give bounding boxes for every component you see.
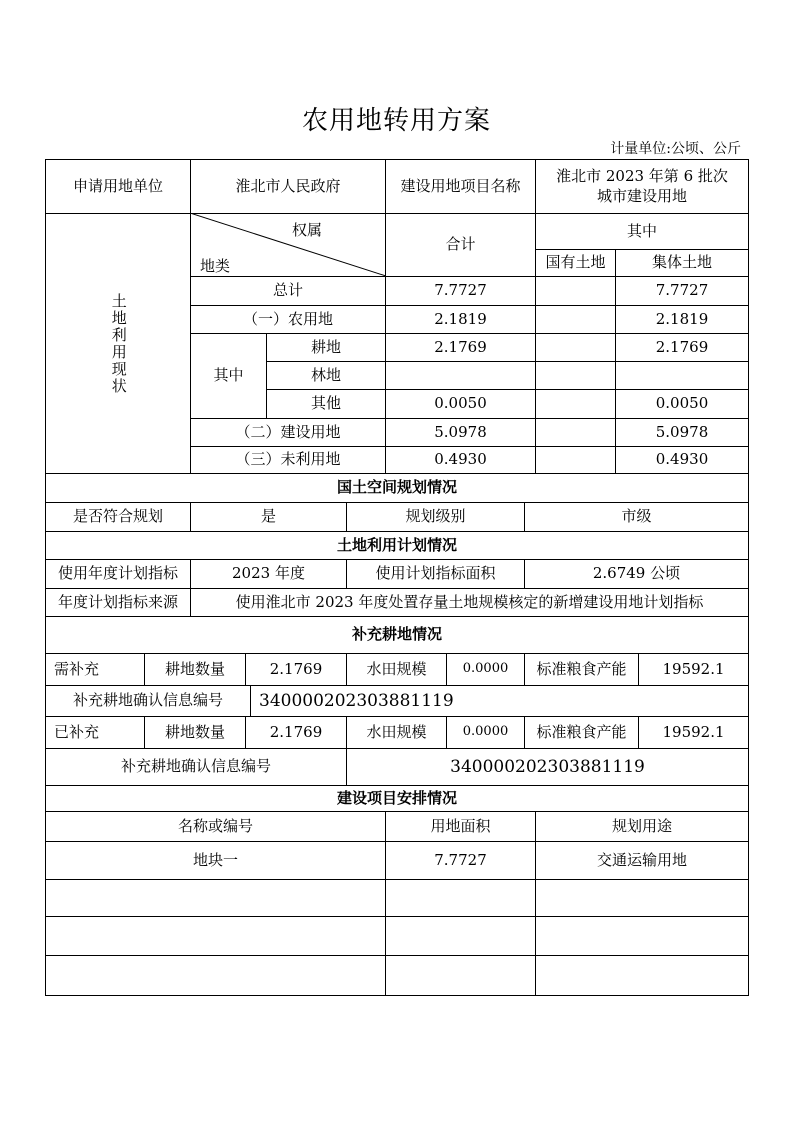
- need-grain-label: 标准粮食产能: [524, 653, 639, 686]
- need-paddy-label: 水田规模: [346, 653, 447, 686]
- project-name-line2: 城市建设用地: [596, 186, 687, 205]
- row-other-state: [535, 389, 616, 419]
- done-grain-value: 19592.1: [638, 716, 749, 749]
- land-plan-section-title: 土地利用计划情况: [45, 531, 749, 560]
- row-arable-collective: 2.1769: [615, 333, 749, 362]
- project-row-2-use: [535, 879, 749, 917]
- project-row-4-use: [535, 955, 749, 996]
- col-among-header: 其中: [535, 213, 749, 250]
- row-construction-sum: 5.0978: [385, 418, 536, 447]
- need-confirm-value: 340000202303881119: [250, 685, 749, 717]
- need-grain-value: 19592.1: [638, 653, 749, 686]
- project-row-4-name: [45, 955, 386, 996]
- year-plan-value: 2023 年度: [190, 559, 347, 589]
- col-ownership-label: 权属: [292, 221, 323, 239]
- land-status-side-label: 土地利用现状: [45, 213, 191, 474]
- need-arable-value: 2.1769: [245, 653, 347, 686]
- project-row-2-name: [45, 879, 386, 917]
- project-row-4-area: [385, 955, 536, 996]
- applicant-label: 申请用地单位: [45, 159, 191, 214]
- year-plan-label: 使用年度计划指标: [45, 559, 191, 589]
- project-name-label: 建设用地项目名称: [385, 159, 536, 214]
- supplement-section-title: 补充耕地情况: [45, 616, 749, 654]
- col-total-header: 合计: [385, 213, 536, 277]
- row-construction-state: [535, 418, 616, 447]
- row-total-sum: 7.7727: [385, 276, 536, 306]
- row-forest-sum: [385, 361, 536, 390]
- project-row-3-area: [385, 916, 536, 956]
- row-agri-collective: 2.1819: [615, 305, 749, 334]
- row-agri-state: [535, 305, 616, 334]
- plan-source-value: 使用淮北市 2023 年度处置存量土地规模核定的新增建设用地计划指标: [190, 588, 749, 617]
- row-other-collective: 0.0050: [615, 389, 749, 419]
- projects-section-title: 建设项目安排情况: [45, 785, 749, 812]
- col-collective-header: 集体土地: [615, 249, 749, 277]
- page-title: 农用地转用方案: [301, 106, 491, 136]
- row-arable-label: 耕地: [266, 333, 386, 362]
- done-supplement-label: 已补充: [45, 716, 145, 749]
- done-paddy-label: 水田规模: [346, 716, 447, 749]
- row-construction-collective: 5.0978: [615, 418, 749, 447]
- col-project-use: 规划用途: [535, 811, 749, 842]
- row-forest-label: 林地: [266, 361, 386, 390]
- row-construction-label: （二）建设用地: [190, 418, 386, 447]
- row-forest-collective: [615, 361, 749, 390]
- done-confirm-label: 补充耕地确认信息编号: [45, 748, 347, 786]
- done-arable-value: 2.1769: [245, 716, 347, 749]
- row-forest-state: [535, 361, 616, 390]
- row-other-label: 其他: [266, 389, 386, 419]
- need-supplement-label: 需补充: [45, 653, 145, 686]
- plan-area-value: 2.6749 公顷: [524, 559, 749, 589]
- done-arable-label: 耕地数量: [144, 716, 246, 749]
- plan-level-value: 市级: [524, 502, 749, 532]
- row-agri-sum: 2.1819: [385, 305, 536, 334]
- need-paddy-value: 0.0000: [446, 653, 525, 686]
- project-name-line1: 淮北市 2023 年第 6 批次: [556, 167, 728, 185]
- project-row-3-name: [45, 916, 386, 956]
- done-grain-label: 标准粮食产能: [524, 716, 639, 749]
- col-project-area: 用地面积: [385, 811, 536, 842]
- row-total-state: [535, 276, 616, 306]
- need-confirm-label: 补充耕地确认信息编号: [45, 685, 251, 717]
- col-project-name: 名称或编号: [45, 811, 386, 842]
- planning-section-title: 国土空间规划情况: [45, 473, 749, 503]
- plan-area-label: 使用计划指标面积: [346, 559, 525, 589]
- need-arable-label: 耕地数量: [144, 653, 246, 686]
- row-total-collective: 7.7727: [615, 276, 749, 306]
- row-arable-sum: 2.1769: [385, 333, 536, 362]
- row-unused-state: [535, 446, 616, 474]
- row-other-sum: 0.0050: [385, 389, 536, 419]
- row-unused-collective: 0.4930: [615, 446, 749, 474]
- project-row-3-use: [535, 916, 749, 956]
- project-name-value: [535, 159, 749, 214]
- done-confirm-value: 340000202303881119: [346, 748, 749, 786]
- row-arable-state: [535, 333, 616, 362]
- done-paddy-value: 0.0000: [446, 716, 525, 749]
- among-label: 其中: [190, 333, 267, 419]
- project-row-1-name: 地块一: [45, 841, 386, 880]
- plan-source-label: 年度计划指标来源: [45, 588, 191, 617]
- applicant-value: 淮北市人民政府: [190, 159, 386, 214]
- project-row-1-use: 交通运输用地: [535, 841, 749, 880]
- conform-value: 是: [190, 502, 347, 532]
- row-unused-label: （三）未利用地: [190, 446, 386, 474]
- row-unused-sum: 0.4930: [385, 446, 536, 474]
- project-row-1-area: 7.7727: [385, 841, 536, 880]
- row-total-label: 总计: [190, 276, 386, 306]
- project-row-2-area: [385, 879, 536, 917]
- col-state-header: 国有土地: [535, 249, 616, 277]
- plan-level-label: 规划级别: [346, 502, 525, 532]
- row-agri-label: （一）农用地: [190, 305, 386, 334]
- col-landtype-label: 地类: [200, 257, 231, 275]
- conform-label: 是否符合规划: [45, 502, 191, 532]
- unit-note: 计量单位:公顷、公斤: [610, 141, 741, 157]
